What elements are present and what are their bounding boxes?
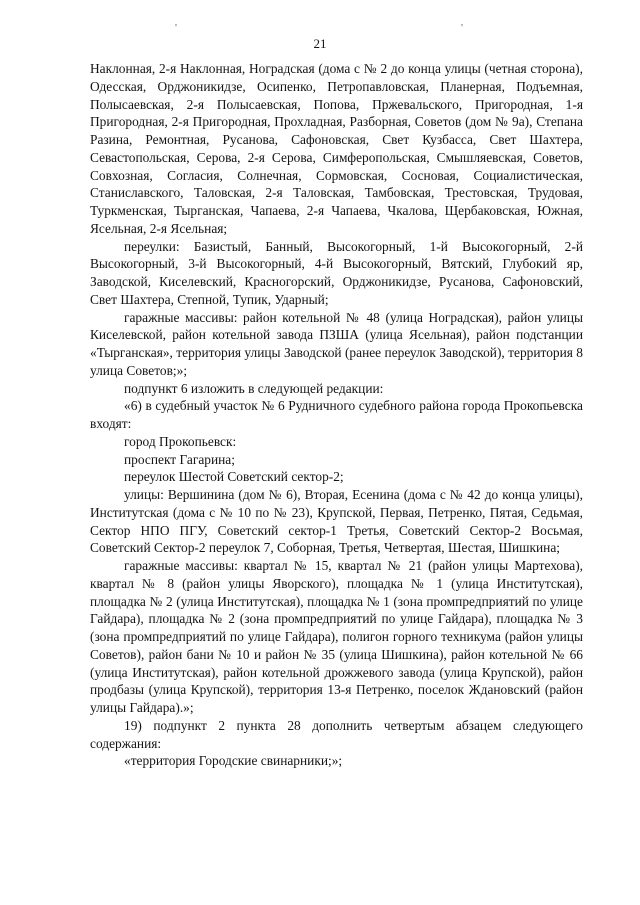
clause-19: 19) подпункт 2 пункта 28 дополнить четвертым абзацем следующего содержания:: [90, 717, 583, 751]
subclause-6-intro: подпункт 6 изложить в следующей редакции:: [124, 380, 384, 396]
document-body: [90, 60, 583, 770]
lane-line: переулок Шестой Советский сектор-2;: [124, 469, 344, 485]
city-name: город Прокопьевск:: [124, 433, 237, 449]
page-number: 21: [313, 36, 327, 51]
clause-19-insert: «территория Городские свинарники;»;: [124, 753, 343, 769]
streets-list-6: улицы: Вершинина (дом № 6), Вторая, Есенина (дома с № 42 до конца улицы), Институтская (дома с № 10 по № 23), Крупской, Первая, Петренко, Пятая, Седьмая, Сектор НПО ПГУ, Советский сектор-1 Третья, Советский Сектор-2 Восьмая, Советский Сектор-2 переулок 7, Соборная, Третья, Четвертая, Шестая, Шишкина;: [90, 487, 583, 556]
garage-areas-paragraph: гаражные массивы: район котельной № 48 (улица Ноградская), район улицы Киселевской, район котельной завода ПЗША (улица Ясельная), район подстанции «Тырганская», территория улицы Заводской (ранее переулок Заводской), территория 8 улица Советов;»;: [90, 309, 583, 378]
court-district-6-heading: «6) в судебный участок № 6 Рудничного судебного района города Прокопьевска входят:: [90, 398, 583, 431]
streets-paragraph: Наклонная, 2-я Наклонная, Ноградская (дома с № 2 до конца улицы (четная сторона), Одесская, Орджоникидзе, Осипенко, Петропавловская, Планерная, Подъемная, Полысаевская, 2-я Полысаевская, Попова, Пржевальского, Пригородная, 1-я Пригородная, 2-я Пригородная, Прохладная, Разборная, Советов (дом № 9а), Степана Разина, Ремонтная, Русанова, Сафоновская, Свет Кузбасса, Свет Шахтера, Севастопольская, Серова, 2-я Серова, Симферопольская, Смышляевская, Советов, Совхозная, Согласия, Солнечная, Сормовская, Сосновая, Социалистическая, Станиславского, Таловская, 2-я Таловская, Тамбовская, Трестовская, Трудовая, Туркменская, Тырганская, Чапаева, 2-я Чапаева, Чкалова, Щербаковская, Южная, Ясельная, 2-я Ясельная;: [90, 61, 583, 236]
scan-mark: ': [461, 22, 463, 34]
avenue-line: проспект Гагарина;: [124, 451, 235, 467]
garage-areas-6: гаражные массивы: квартал № 15, квартал № 21 (район улицы Мартехова), квартал № 8 (район улицы Яворского), площадка № 1 (улица Институтская), площадка № 2 (улица Институтская), площадка № 1 (зона промпредприятий по улице Гайдара), площадка № 2 (зона промпредприятий по улице Гайдара), площадка № 3 (зона промпредприятий по улице Гайдара), полигон горного техникума (район улицы Советов), район бани № 10 и район № 35 (улица Шишкина), район котельной № 66 (улица Институтская), район котельной дрожжевого завода (улица Крупской), район продбазы (улица Крупской), территория 13-я Петренко, поселок Ждановский (район улицы Гайдара).»;: [90, 558, 583, 715]
lanes-paragraph: переулки: Базистый, Банный, Высокогорный, 1-й Высокогорный, 2-й Высокогорный, 3-й Высокогорный, 4-й Высокогорный, Вятский, Глубокий яр, Заводской, Киселевский, Красногорский, Орджоникидзе, Русанова, Сафоновский, Свет Шахтера, Степной, Тупик, Ударный;: [90, 238, 583, 307]
scan-mark: ': [175, 22, 177, 34]
